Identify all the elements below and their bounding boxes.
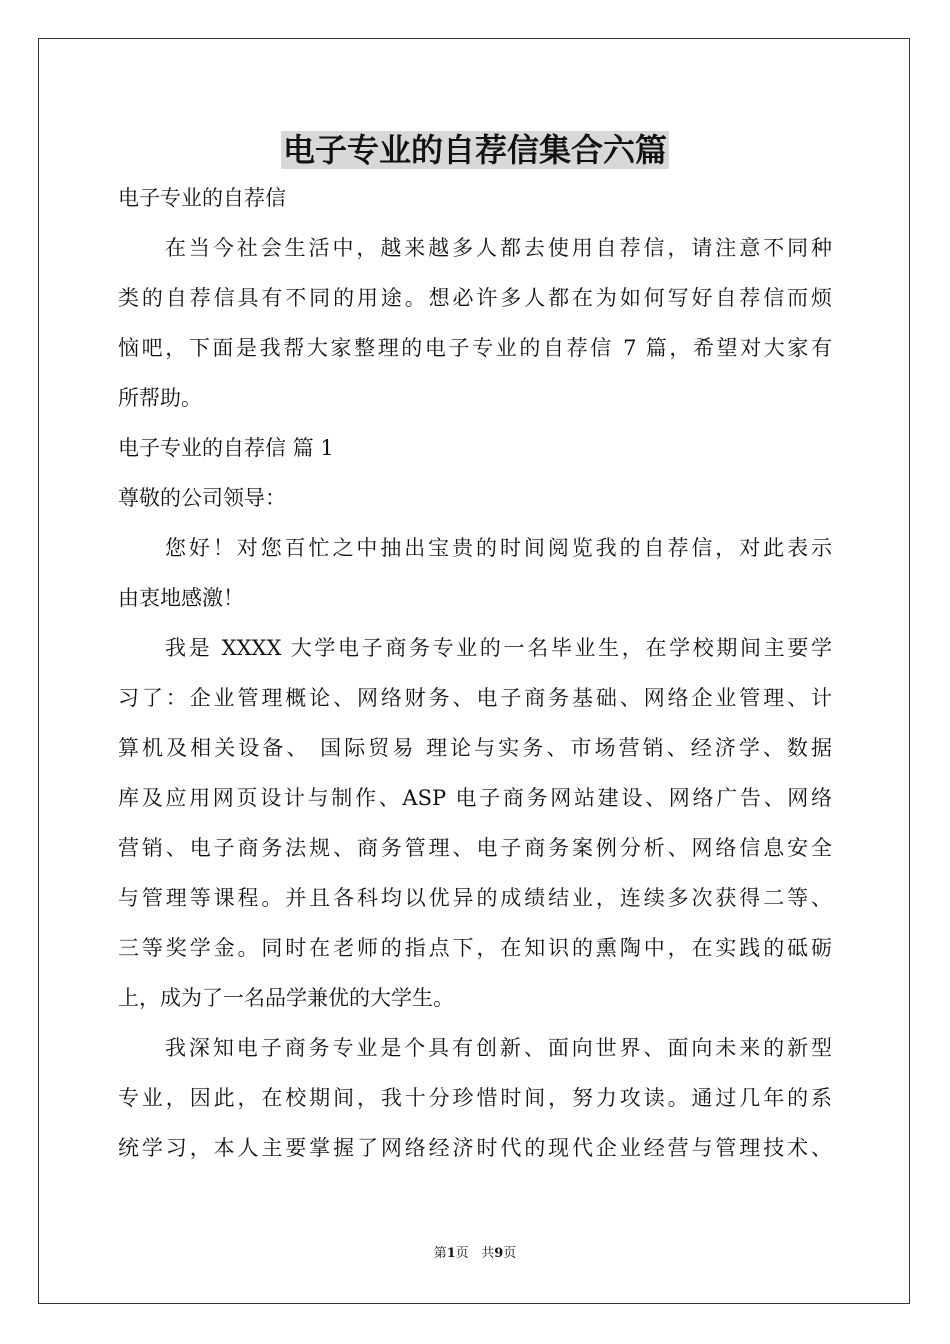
salutation: 尊敬的公司领导： [118, 486, 286, 510]
paragraph-line: 我是 XXXX 大学电子商务专业的一名毕业生，在学校期间主要学 [165, 636, 832, 660]
paragraph-line: 三等奖学金。同时在老师的指点下，在知识的熏陶中，在实践的砥砺 [118, 936, 832, 960]
total-pages: 9 [494, 1246, 504, 1261]
page-prefix: 第 [433, 1246, 447, 1261]
paragraph-line: 习了：企业管理概论、网络财务、电子商务基础、网络企业管理、计 [118, 686, 832, 710]
page-footer [0, 1244, 950, 1264]
paragraph-line: 上，成为了一名品学兼优的大学生。 [118, 986, 454, 1010]
paragraph-line: 您好！对您百忙之中抽出宝贵的时间阅览我的自荐信，对此表示 [165, 536, 832, 560]
paragraph-line: 在当今社会生活中，越来越多人都去使用自荐信，请注意不同种 [165, 236, 832, 260]
paragraph-line: 统学习，本人主要掌握了网络经济时代的现代企业经营与管理技术、 [118, 1136, 832, 1160]
document-title-text: 电子专业的自荐信集合六篇 [282, 131, 667, 169]
page-suffix: 页 [455, 1246, 469, 1261]
paragraph-line: 库及应用网页设计与制作、ASP 电子商务网站建设、网络广告、网络 [118, 786, 832, 810]
paragraph-line: 算机及相关设备、 国际贸易 理论与实务、市场营销、经济学、数据 [118, 736, 832, 760]
paragraph-line: 我深知电子商务专业是个具有创新、面向世界、面向未来的新型 [165, 1036, 832, 1060]
document-title [0, 126, 950, 174]
page-number: 1 [446, 1246, 456, 1261]
paragraph-line: 所帮助。 [118, 386, 202, 410]
page-border [38, 38, 910, 1304]
section-heading: 电子专业的自荐信 [118, 186, 286, 210]
paragraph-line: 恼吧，下面是我帮大家整理的电子专业的自荐信 7 篇，希望对大家有 [118, 336, 832, 360]
total-suffix: 页 [503, 1246, 517, 1261]
paragraph-line: 由衷地感激！ [118, 586, 244, 610]
section-heading: 电子专业的自荐信 篇 1 [118, 436, 334, 460]
total-prefix: 共 [481, 1246, 495, 1261]
paragraph-line: 营销、电子商务法规、商务管理、电子商务案例分析、网络信息安全 [118, 836, 832, 860]
paragraph-line: 专业，因此，在校期间，我十分珍惜时间，努力攻读。通过几年的系 [118, 1086, 832, 1110]
paragraph-line: 与管理等课程。并且各科均以优异的成绩结业，连续多次获得二等、 [118, 886, 832, 910]
paragraph-line: 类的自荐信具有不同的用途。想必许多人都在为如何写好自荐信而烦 [118, 286, 832, 310]
